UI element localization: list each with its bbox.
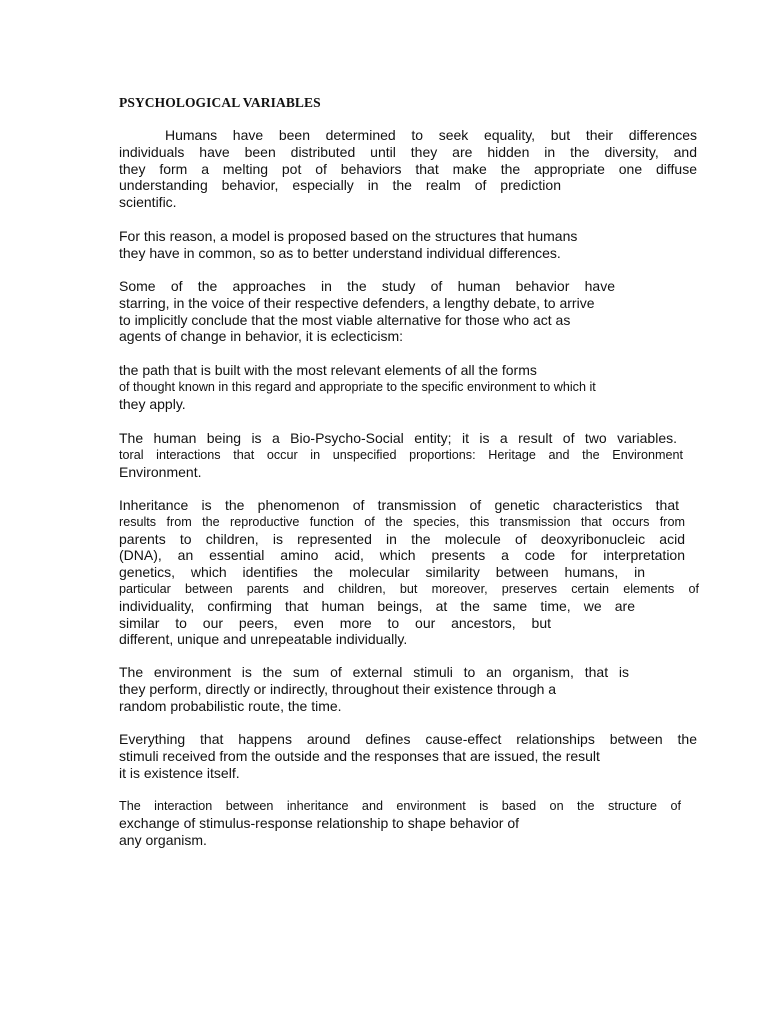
paragraph-line: Environment.: [119, 463, 202, 480]
paragraph-line: agents of change in behavior, it is eclecticism:: [119, 328, 404, 345]
paragraph-line: it is existence itself.: [119, 764, 240, 781]
paragraph-line: particular between parents and children, but moreover, preserves certain elements of: [119, 581, 699, 596]
paragraph-line: different, unique and unrepeatable individually.: [119, 631, 408, 648]
document-title: PSYCHOLOGICAL VARIABLES: [119, 95, 321, 110]
paragraph-line: of thought known in this regard and appropriate to the specific environment to which it: [119, 379, 596, 394]
paragraph-line: Some of the approaches in the study of human behavior have: [119, 278, 615, 294]
paragraph-line: starring, in the voice of their respective defenders, a lengthy debate, to arrive: [119, 294, 595, 311]
paragraph-line: they perform, directly or indirectly, throughout their existence through a: [119, 680, 557, 697]
paragraph-line: Everything that happens around defines cause-effect relationships between the: [119, 731, 697, 747]
paragraph-line: any organism.: [119, 831, 207, 848]
paragraph-8: [119, 731, 697, 781]
paragraph-line: to implicitly conclude that the most viable alternative for those who act as: [119, 311, 571, 328]
paragraph-1: [119, 127, 697, 211]
paragraph-line: they have in common, so as to better understand individual differences.: [119, 244, 561, 261]
paragraph-line: parents to children, is represented in the molecule of deoxyribonucleic acid: [119, 530, 685, 547]
paragraph-line: they apply.: [119, 395, 186, 412]
paragraph-line: Humans have been determined to seek equality, but their differences: [165, 127, 697, 143]
paragraph-5: [119, 430, 697, 480]
paragraph-line: stimuli received from the outside and the responses that are issued, the result: [119, 747, 600, 764]
paragraph-line: individuality, confirming that human beings, at the same time, we are: [119, 597, 635, 614]
paragraph-9: [119, 798, 697, 848]
paragraph-line: the path that is built with the most relevant elements of all the forms: [119, 362, 537, 378]
paragraph-line: scientific.: [119, 194, 177, 211]
paragraph-3: [119, 278, 697, 345]
paragraph-line: understanding behavior, especially in the realm of prediction: [119, 177, 561, 194]
paragraph-line: The interaction between inheritance and environment is based on the structure of: [119, 799, 681, 813]
paragraph-line: similar to our peers, even more to our ancestors, but: [119, 614, 551, 631]
paragraph-6: [119, 497, 697, 648]
paragraph-line: random probabilistic route, the time.: [119, 697, 342, 714]
paragraph-line: For this reason, a model is proposed based on the structures that humans: [119, 228, 578, 244]
paragraph-line: individuals have been distributed until they are hidden in the diversity, and: [119, 143, 697, 160]
paragraph-4: [119, 362, 697, 412]
paragraph-line: Inheritance is the phenomenon of transmission of genetic characteristics that: [119, 497, 679, 513]
paragraph-2: [119, 228, 697, 262]
paragraph-line: toral interactions that occur in unspecified proportions: Heritage and the Environment: [119, 447, 683, 462]
paragraph-line: The human being is a Bio-Psycho-Social entity; it is a result of two variables.: [119, 430, 677, 446]
paragraph-line: (DNA), an essential amino acid, which presents a code for interpretation: [119, 547, 685, 564]
paragraph-line: The environment is the sum of external stimuli to an organism, that is: [119, 664, 629, 680]
paragraph-line: exchange of stimulus-response relationship to shape behavior of: [119, 814, 520, 831]
paragraph-7: [119, 664, 697, 714]
paragraph-line: genetics, which identifies the molecular similarity between humans, in: [119, 564, 645, 581]
paragraph-line: they form a melting pot of behaviors that make the appropriate one diffuse: [119, 160, 697, 177]
paragraph-line: results from the reproductive function of the species, this transmission that occurs from: [119, 514, 685, 529]
